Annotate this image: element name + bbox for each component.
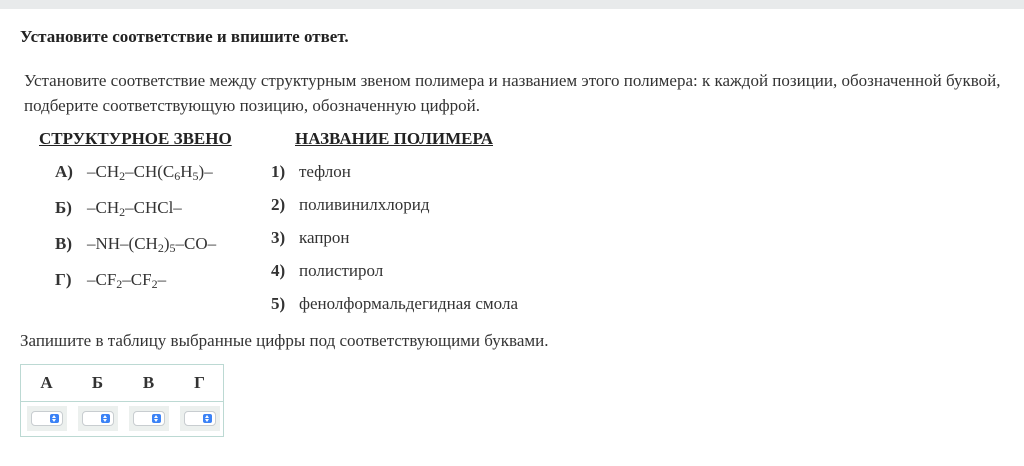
answer-cell-g — [180, 406, 220, 431]
item-letter: А) — [55, 162, 73, 181]
right-item — [271, 162, 351, 186]
chevron-updown-icon — [101, 414, 110, 423]
item-name: полистирол — [299, 261, 384, 280]
answer-header-g: Г — [194, 373, 205, 392]
item-formula: $-NH-(CH_2)_5-CO-$ — [87, 234, 217, 255]
answer-select-a[interactable] — [31, 411, 63, 426]
item-number: 3) — [271, 228, 286, 247]
item-name: тефлон — [299, 162, 351, 181]
left-item — [55, 270, 166, 294]
item-name: фенолформальдегидная смола — [299, 294, 518, 313]
right-item — [271, 195, 430, 219]
question-text: Установите соответствие между структурным звеном полимера и названием этого полимера: к каждой позиции, обозначенной буквой, подберите соответствующую позицию, обозначенную цифрой. — [24, 71, 1001, 115]
top-bar — [0, 0, 1024, 9]
chevron-updown-icon — [50, 414, 59, 423]
answer-table-header — [21, 365, 223, 402]
item-letter: В) — [55, 234, 72, 253]
left-item — [55, 234, 216, 258]
chevron-updown-icon — [203, 414, 212, 423]
answer-header-v: В — [142, 373, 155, 392]
left-item — [55, 162, 213, 186]
answer-select-g[interactable] — [184, 411, 216, 426]
item-name: поливинилхлорид — [299, 195, 430, 214]
item-formula: $-CF_2-CF_2-$ — [87, 270, 167, 291]
item-letter: Г) — [55, 270, 72, 289]
right-item — [271, 261, 383, 285]
answer-cell-a — [27, 406, 67, 431]
task-heading: Установите соответствие и впишите ответ. — [20, 27, 349, 46]
right-column-header: НАЗВАНИЕ ПОЛИМЕРА — [295, 129, 493, 148]
answer-select-v[interactable] — [133, 411, 165, 426]
item-formula: $-CH_2-CHCl-$ — [87, 198, 182, 219]
item-number: 1) — [271, 162, 286, 181]
right-item — [271, 228, 350, 252]
item-letter: Б) — [55, 198, 72, 217]
answer-instruction: Запишите в таблицу выбранные цифры под соответствующими буквами. — [20, 331, 549, 350]
item-formula: $-CH_2-CH(C_6H_5)-$ — [87, 162, 213, 183]
item-number: 4) — [271, 261, 286, 280]
right-item — [271, 294, 518, 318]
answer-select-b[interactable] — [82, 411, 114, 426]
answer-header-b: Б — [91, 373, 104, 392]
chevron-updown-icon — [152, 414, 161, 423]
answer-header-a: А — [40, 373, 53, 392]
answer-cell-v — [129, 406, 169, 431]
left-column-header: СТРУКТУРНОЕ ЗВЕНО — [39, 129, 232, 148]
item-number: 2) — [271, 195, 286, 214]
answer-table — [20, 364, 224, 437]
left-item — [55, 198, 182, 222]
item-number: 5) — [271, 294, 286, 313]
answer-cell-b — [78, 406, 118, 431]
item-name: капрон — [299, 228, 350, 247]
